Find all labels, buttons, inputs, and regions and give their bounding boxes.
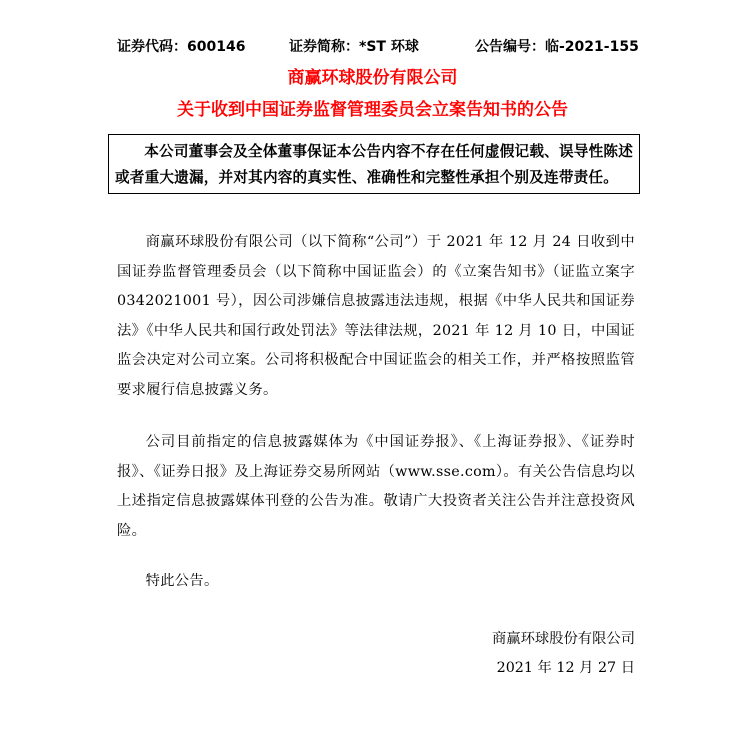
- stock-code: 证券代码：600146: [117, 39, 246, 55]
- signature-date: 2021 年 12 月 27 日: [496, 660, 635, 676]
- body-paragraph-disclosure-media: 公司目前指定的信息披露媒体为《中国证券报》、《上海证券报》、《证券时报》、《证券日报》及上海证券交易所网站（www.sse.com）。有关公告信息均以上述指定信息披露媒体刊登的公告为准。敬请广大投资者关注公告并注意投资风险。: [117, 434, 635, 539]
- body-paragraph-closing: 特此公告。: [145, 573, 219, 589]
- stock-abbreviation: 证券简称：*ST 环球: [289, 39, 419, 55]
- company-title: 商赢环球股份有限公司: [287, 68, 458, 88]
- announcement-number: 公告编号：临-2021-155: [475, 39, 639, 55]
- signature-company: 商赢环球股份有限公司: [492, 631, 635, 647]
- body-paragraph-case-filing: 商赢环球股份有限公司（以下简称“公司”）于 2021 年 12 月 24 日收到中国证券监督管理委员会（以下简称中国证监会）的《立案告知书》（证监立案字 0342021001 号），因公司涉嫌信息披露违法违规，根据《中华人民共和国证券法》《中华人民共和国行政处罚法》等法律法规，2021 年 12 月 10 日，中国证监会决定对公司立案。公司将积极配合中国证监会的相关工作，并严格按照监管要求履行信息披露义务。: [117, 234, 635, 398]
- announcement-header: [117, 36, 637, 58]
- board-guarantee-notice: 本公司董事会及全体董事保证本公告内容不存在任何虚假记载、误导性陈述或者重大遗漏，并对其内容的真实性、准确性和完整性承担个别及连带责任。: [108, 134, 640, 194]
- announcement-title: 关于收到中国证券监督管理委员会立案告知书的公告: [177, 100, 568, 120]
